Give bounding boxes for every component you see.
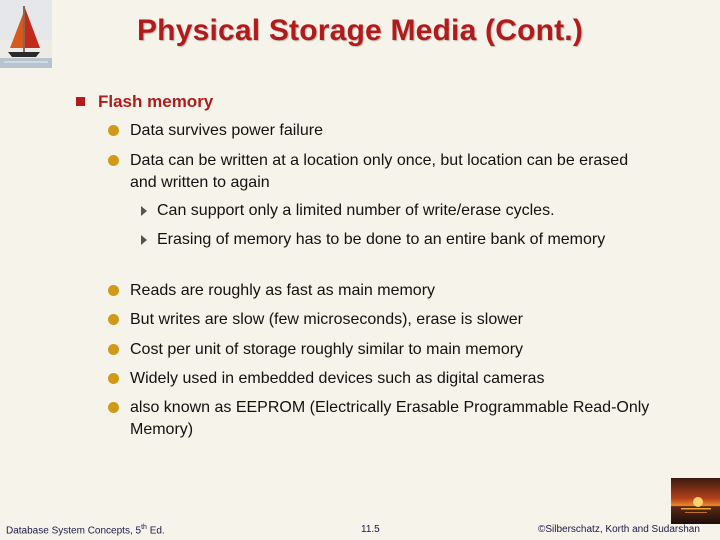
- triangle-bullet-icon: [141, 235, 147, 245]
- footer-page-number: 11.5: [361, 524, 380, 535]
- square-bullet-icon: [76, 97, 85, 106]
- sunset-icon: [671, 478, 720, 524]
- round-bullet-icon: [108, 402, 119, 413]
- round-bullet-icon: [108, 344, 119, 355]
- footer-edition-sup: th: [141, 524, 147, 531]
- round-bullet-icon: [108, 155, 119, 166]
- bullet-text: Widely used in embedded devices such as digital cameras: [130, 370, 545, 387]
- footer-left: [6, 524, 165, 536]
- bullet-text: Reads are roughly as fast as main memory: [130, 282, 436, 299]
- heading-text: Flash memory: [98, 92, 214, 111]
- round-bullet-icon: [108, 373, 119, 384]
- bullet-text: Data can be written at a location only once, but location can be erased and written to again: [130, 152, 629, 191]
- round-bullet-icon: [108, 314, 119, 325]
- footer-copyright: ©Silberschatz, Korth and Sudarshan: [538, 524, 700, 535]
- bullet-text: also known as EEPROM (Electrically Erasable Programmable Read-Only Memory): [130, 399, 650, 438]
- triangle-bullet-icon: [141, 206, 147, 216]
- footer-edition: Ed.: [146, 525, 165, 537]
- bullet-text: Cost per unit of storage roughly similar to main memory: [130, 341, 524, 358]
- bullet-text: Data survives power failure: [130, 122, 323, 139]
- bullet-text: But writes are slow (few microseconds), erase is slower: [130, 311, 524, 328]
- round-bullet-icon: [108, 125, 119, 136]
- sub-bullet-text: Erasing of memory has to be done to an entire bank of memory: [157, 231, 606, 248]
- slide-title: Physical Storage Media (Cont.): [136, 14, 584, 47]
- round-bullet-icon: [108, 285, 119, 296]
- footer-book: Database System Concepts, 5: [6, 525, 142, 537]
- sub-bullet-text: Can support only a limited number of write/erase cycles.: [157, 202, 555, 219]
